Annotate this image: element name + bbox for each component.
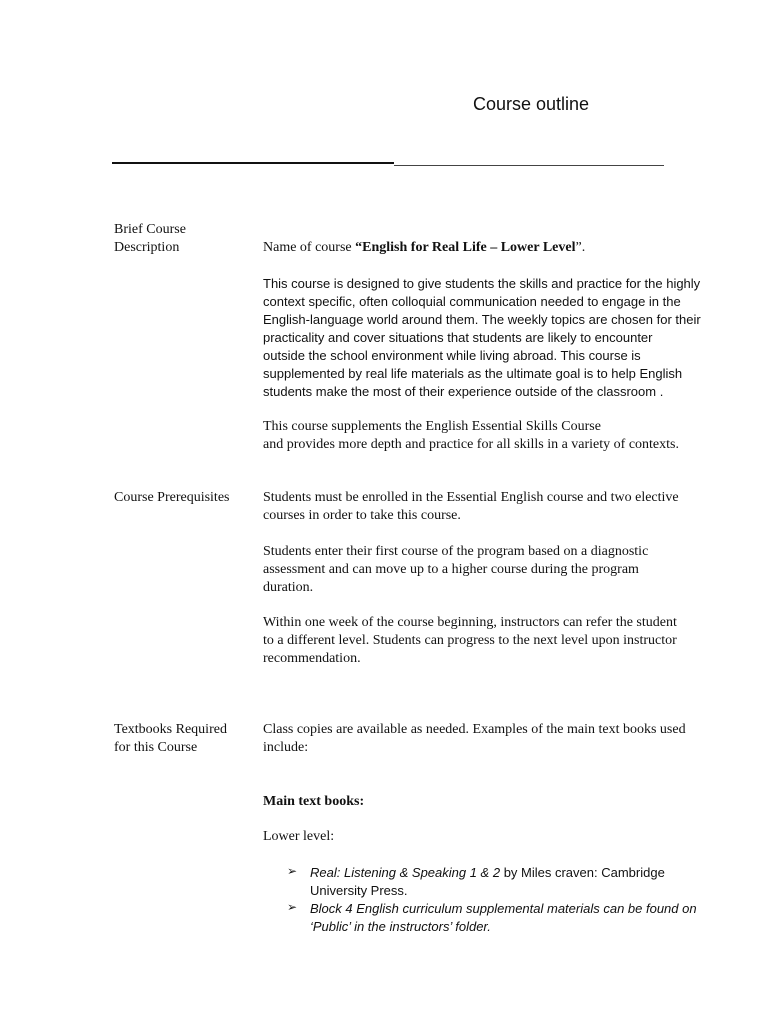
- level-label: Lower level:: [263, 829, 335, 844]
- text-line: duration.: [263, 580, 314, 595]
- document-title: Course outline: [473, 94, 590, 114]
- text-line: practicality and cover situations that students are likely to encounter: [263, 330, 653, 345]
- description-label: [114, 221, 254, 257]
- text-line: Students must be enrolled in the Essential English course and two elective: [263, 490, 679, 505]
- text-line: recommendation.: [263, 651, 361, 666]
- text-line: Students enter their first course of the program based on a diagnostic: [263, 544, 649, 559]
- arrow-bullet-icon: ➢: [287, 864, 298, 878]
- textbook-1-author: by Miles craven: Cambridge: [500, 865, 665, 880]
- text-line: courses in order to take this course.: [263, 508, 461, 523]
- course-name-suffix: ”.: [575, 240, 586, 255]
- description-paragraph-1: [263, 275, 733, 401]
- text-line: outside the school environment while living abroad. This course is: [263, 348, 641, 363]
- textbook-list-item-1: [310, 864, 740, 900]
- text-line: English-language world around them. The weekly topics are chosen for their: [263, 312, 701, 327]
- textbooks-label-line1: Textbooks Required: [114, 722, 227, 737]
- main-textbooks-heading-text: Main text books:: [263, 794, 365, 809]
- textbooks-intro: [263, 721, 733, 757]
- textbook-2-line1: [310, 900, 740, 918]
- course-name-prefix: Name of course: [263, 240, 356, 255]
- description-paragraph-2: [263, 418, 733, 454]
- text-line: include:: [263, 740, 309, 755]
- prerequisites-paragraph-2: [263, 543, 733, 597]
- main-textbooks-heading: [263, 793, 733, 811]
- text-line: students make the most of their experience outside of the classroom .: [263, 384, 664, 399]
- course-name-value: “English for Real Life – Lower Level: [355, 240, 576, 255]
- text-line: supplemented by real life materials as the ultimate goal is to help English: [263, 366, 683, 381]
- course-name-line: [263, 239, 733, 257]
- prerequisites-label: Course Prerequisites: [114, 490, 230, 505]
- textbook-1-line1: [310, 864, 740, 882]
- description-label-line1: Brief Course: [114, 222, 186, 237]
- textbooks-label-line2: for this Course: [114, 740, 198, 755]
- arrow-bullet-icon: ➢: [287, 900, 298, 914]
- textbook-2-line2-text: ‘Public’ in the instructors’ folder.: [310, 919, 491, 934]
- textbook-2-line1-text: Block 4 English curriculum supplemental materials can be found on: [310, 901, 697, 916]
- textbook-2-line2: [310, 918, 740, 936]
- text-line: This course is designed to give students the skills and practice for the highly: [263, 276, 701, 291]
- textbook-1-line2: University Press.: [310, 883, 408, 898]
- prerequisites-paragraph-1: [263, 489, 733, 525]
- text-line: Within one week of the course beginning, instructors can refer the student: [263, 615, 677, 630]
- text-line: This course supplements the English Essential Skills Course: [263, 419, 601, 434]
- title-underline-left: [112, 162, 394, 164]
- description-label-line2: Description: [114, 240, 180, 255]
- text-line: context specific, often colloquial communication needed to engage in the: [263, 294, 681, 309]
- prerequisites-paragraph-3: [263, 614, 733, 668]
- text-line: Class copies are available as needed. Examples of the main text books used: [263, 722, 686, 737]
- textbook-list-item-2: [310, 900, 740, 936]
- title-underline-right: [394, 165, 664, 166]
- textbook-1-title: Real: Listening & Speaking 1 & 2: [310, 865, 501, 880]
- text-line: and provides more depth and practice for all skills in a variety of contexts.: [263, 437, 679, 452]
- textbooks-label: [114, 721, 254, 757]
- text-line: to a different level. Students can progress to the next level upon instructor: [263, 633, 677, 648]
- text-line: assessment and can move up to a higher course during the program: [263, 562, 639, 577]
